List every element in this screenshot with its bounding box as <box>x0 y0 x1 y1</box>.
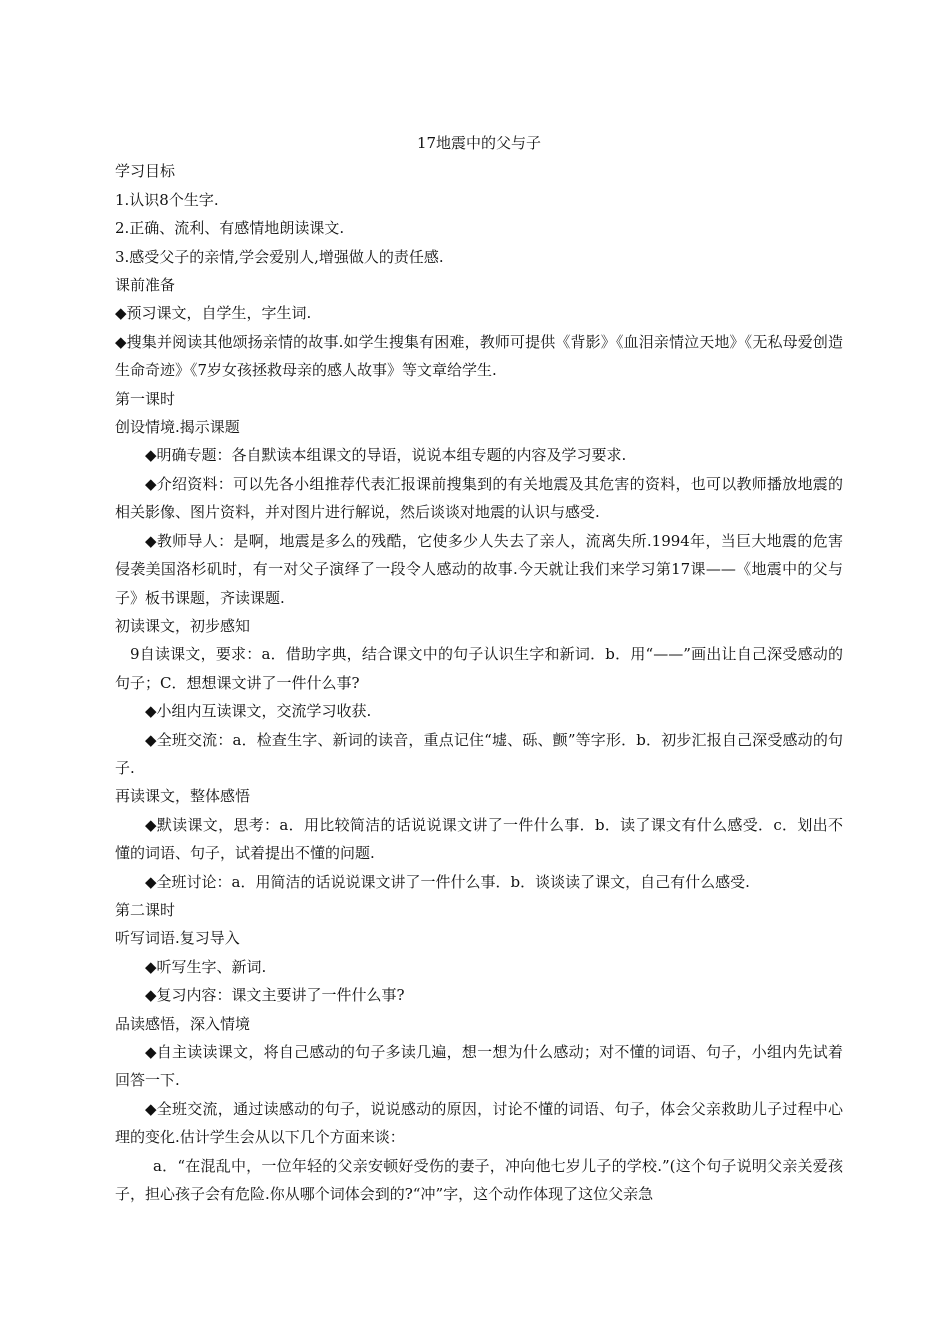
document-page <box>115 129 843 1208</box>
objective-item: 1.认识8个生字. <box>115 190 219 209</box>
section-heading: 学习目标 <box>115 162 176 181</box>
bullet-paragraph: ◆明确专题：各自默读本组课文的导语，说说本组专题的内容及学习要求. <box>145 446 627 465</box>
bullet-paragraph: ◆介绍资料：可以先各小组推荐代表汇报课前搜集到的有关地震及其危害的资料，也可以教师播放地震的相关影像、图片资料，并对图片进行解说，然后谈谈对地震的认识与感受. <box>115 474 843 522</box>
bullet-paragraph: ◆全班讨论：a．用简洁的话说说课文讲了一件什么事．b．谈谈读了课文，自己有什么感受. <box>145 872 750 891</box>
bullet-paragraph: ◆复习内容：课文主要讲了一件什么事? <box>145 986 405 1005</box>
bullet-paragraph: ◆教师导人：是啊，地震是多么的残酷，它使多少人失去了亲人，流离失所.1994年，当巨大地震的危害侵袭美国洛杉矶时，有一对父子演绎了一段令人感动的故事.今天就让我们来学习第17课——《地震中的父与子》板书课题，齐读课题. <box>115 531 843 607</box>
bullet-paragraph: ◆预习课文，自学生，字生词. <box>115 304 312 323</box>
bullet-paragraph: ◆听写生字、新词. <box>145 957 267 976</box>
section-heading: 再读课文，整体感悟 <box>115 787 251 806</box>
body-paragraph: a．“在混乱中，一位年轻的父亲安顿好受伤的妻子，冲向他七岁儿子的学校.”(这个句子说明父亲关爱孩子，担心孩子会有危险.你从哪个词体会到的?“冲”字，这个动作体现了这位父亲急 <box>115 1156 843 1204</box>
objective-item: 2.正确、流利、有感情地朗读课文. <box>115 219 345 238</box>
objective-item: 3.感受父子的亲情,学会爱别人,增强做人的责任感. <box>115 247 444 266</box>
section-heading: 初读课文，初步感知 <box>115 616 251 635</box>
bullet-paragraph: ◆小组内互读课文，交流学习收获. <box>145 702 372 721</box>
bullet-paragraph: ◆自主读读课文，将自己感动的句子多读几遍，想一想为什么感动；对不懂的词语、句子，小组内先试着回答一下. <box>115 1043 843 1090</box>
lesson-heading: 第二课时 <box>115 900 176 919</box>
bullet-paragraph: ◆搜集并阅读其他颂扬亲情的故事.如学生搜集有困难，教师可提供《背影》《血泪亲情泣天地》《无私母爱创造生命奇迹》《7岁女孩拯救母亲的感人故事》等文章给学生. <box>115 332 843 380</box>
bullet-paragraph: ◆默读课文，思考：a．用比较简洁的话说说课文讲了一件什么事．b．读了课文有什么感受．c．划出不懂的词语、句子，试着提出不懂的问题. <box>115 815 843 863</box>
section-heading: 听写词语.复习导入 <box>115 929 240 948</box>
section-heading: 品读感悟，深入情境 <box>115 1014 251 1033</box>
section-heading: 创设情境.揭示课题 <box>115 418 240 437</box>
body-paragraph: 9自读课文，要求：a．借助字典，结合课文中的句子认识生字和新词．b．用“——”画出让自己深受感动的句子；C．想想课文讲了一件什么事? <box>115 645 843 692</box>
bullet-paragraph: ◆全班交流，通过读感动的句子，说说感动的原因，讨论不懂的词语、句子，体会父亲救助儿子过程中心理的变化.估计学生会从以下几个方面来谈： <box>115 1099 843 1147</box>
document-title: 17地震中的父与子 <box>416 134 542 152</box>
bullet-paragraph: ◆全班交流：a．检查生字、新词的读音，重点记住“墟、砾、颤”等字形．b．初步汇报自己深受感动的句子. <box>115 730 843 777</box>
lesson-heading: 第一课时 <box>115 389 176 408</box>
section-heading: 课前准备 <box>115 276 176 295</box>
